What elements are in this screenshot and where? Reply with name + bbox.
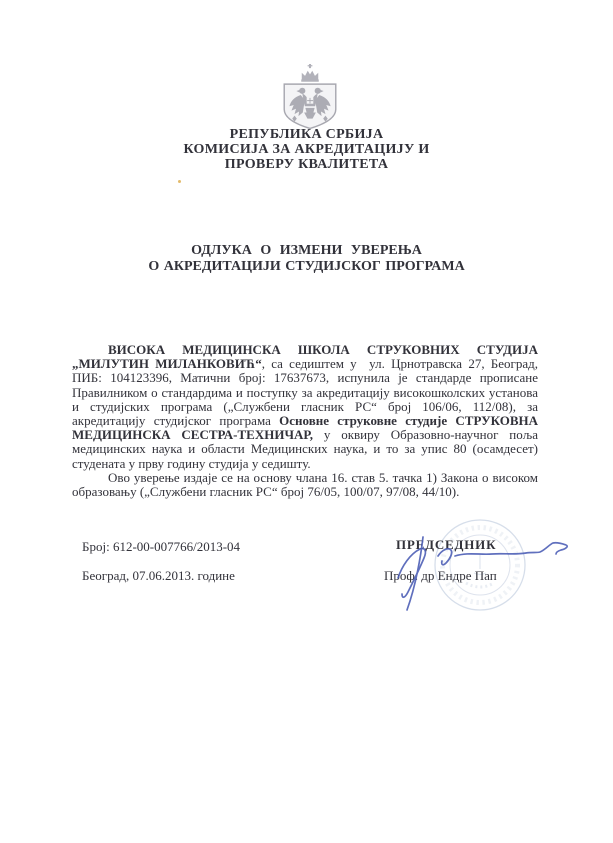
title-line-2: О АКРЕДИТАЦИЈИ СТУДИЈСКОГ ПРОГРАМА (148, 258, 465, 274)
body-paragraph-2: Ово уверење издаје се на основу члана 16. став 5. тачка 1) Закона о високом образовању („Службени гласник РС“ број 76/05, 100/07, 97/08, 44/10). (72, 469, 538, 500)
title-line-1: ОДЛУКА О ИЗМЕНИ УВЕРЕЊА (191, 243, 422, 258)
scan-artifact-dot (178, 180, 181, 183)
org-line-commission-1: КОМИСИЈА ЗА АКРЕДИТАЦИЈУ И (183, 142, 430, 158)
signatory-name: Проф. др Ендре Пап (384, 568, 497, 583)
reference-number: Број: 612-00-007766/2013-04 (82, 539, 241, 554)
place-and-date: Београд, 07.06.2013. године (82, 568, 235, 583)
body-paragraph-1: ВИСОКА МЕДИЦИНСКА ШКОЛА СТРУКОВНИХ СТУДИЈА „МИЛУТИН МИЛАНКОВИЋ“, са седиштем у ул. Црнотравска 27, Београд, ПИБ: 104123396, Матични број: 17637673, испунила је стандарде прописане Правилником о стандардима и поступку за акредитацију високошколских установа и студијских програма („Службени гласник РС“ број 106/06, 112/08), за акредитацију студијског програма Основне струковне студије СТРУКОВНА МЕДИЦИНСКА СЕСТРА-ТЕХНИЧАР, у оквиру Образовно-научног поља медицинских наука и области Медицинских наука, и то за упис 80 (осамдесет) студената у прву годину студија у седишту. (72, 342, 539, 471)
org-line-commission-2: ПРОВЕРУ КВАЛИТЕТА (224, 157, 389, 173)
handwritten-signature-icon (380, 530, 580, 615)
org-line-country: РЕПУБЛИКА СРБИЈА (229, 127, 384, 142)
letterhead-org-block (0, 127, 613, 173)
document-title (0, 243, 613, 274)
document-body (72, 343, 538, 499)
serbian-coat-of-arms-icon (281, 64, 339, 130)
signatory-role: ПРЕДСЕДНИК (396, 537, 497, 552)
